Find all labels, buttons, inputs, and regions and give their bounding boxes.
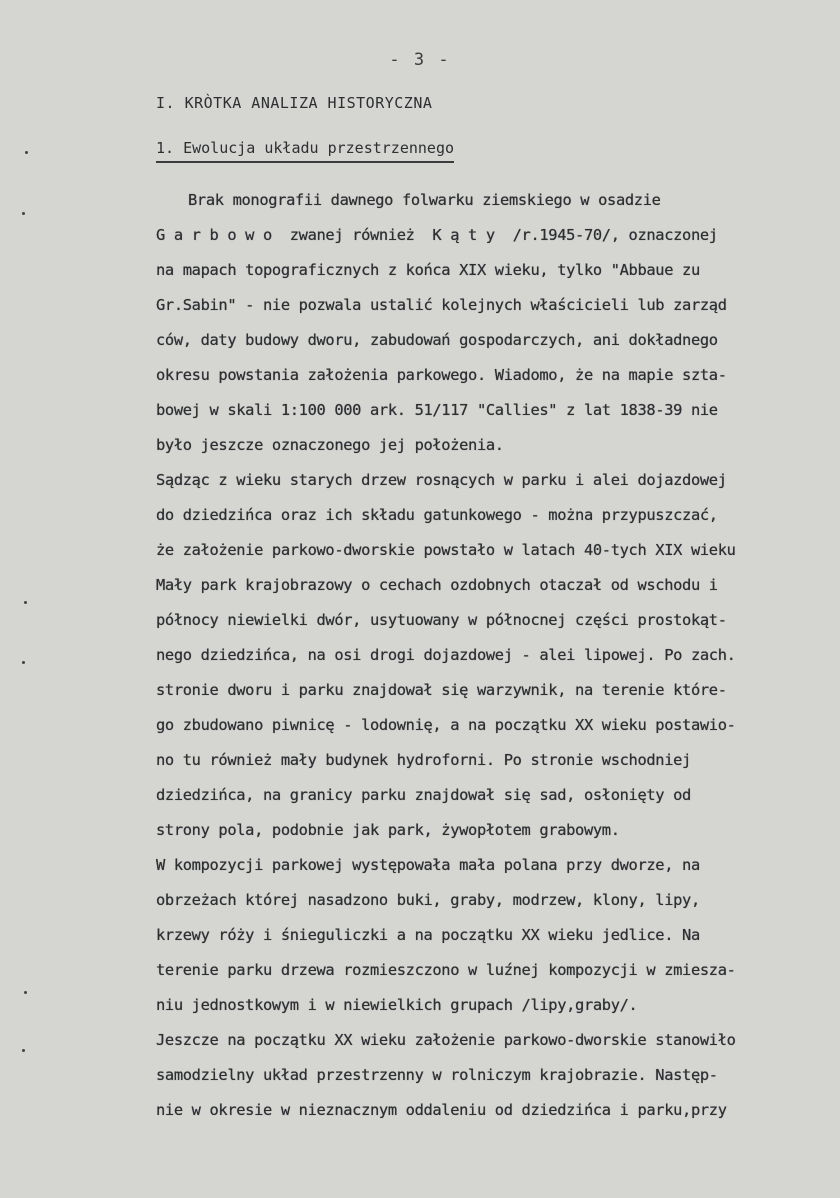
chapter-heading: I. KRÒTKA ANALIZA HISTORYCZNA — [156, 94, 433, 112]
text-line: obrzeżach której nasadzono buki, graby, modrzew, klony, lipy, — [156, 891, 700, 909]
text-line: go zbudowano piwnicę - lodownię, a na początku XX wieku postawio- — [156, 716, 736, 734]
text-line: terenie parku drzewa rozmieszczono w luźnej kompozycji w zmiesza- — [156, 961, 736, 979]
text-line: G a r b o w o zwanej również K ą t y /r.1945-70/, oznaczonej — [156, 226, 718, 244]
section-heading: 1. Ewolucja układu przestrzennego — [156, 139, 454, 163]
scan-speck — [24, 601, 27, 604]
text-line: że założenie parkowo-dworskie powstało w latach 40-tych XIX wieku — [156, 541, 736, 559]
scan-speck — [25, 151, 28, 154]
text-line: do dziedzińca oraz ich składu gatunkowego - można przypuszczać, — [156, 506, 718, 524]
text-line: nie w okresie w nieznacznym oddaleniu od dziedzińca i parku,przy — [156, 1101, 727, 1119]
text-line: północy niewielki dwór, usytuowany w północnej części prostokąt- — [156, 611, 727, 629]
text-line: Sądząc z wieku starych drzew rosnących w parku i alei dojazdowej — [156, 471, 727, 489]
scan-speck — [22, 1049, 25, 1052]
scan-speck — [22, 661, 25, 664]
text-line: strony pola, podobnie jak park, żywopłotem grabowym. — [156, 821, 620, 839]
text-line: ców, daty budowy dworu, zabudowań gospodarczych, ani dokładnego — [156, 331, 718, 349]
text-line: no tu również mały budynek hydroforni. Po stronie wschodniej — [156, 751, 691, 769]
text-line: nego dziedzińca, na osi drogi dojazdowej - alei lipowej. Po zach. — [156, 646, 736, 664]
text-line: samodzielny układ przestrzenny w rolniczym krajobrazie. Następ- — [156, 1066, 718, 1084]
text-line: stronie dworu i parku znajdował się warzywnik, na terenie które- — [156, 681, 727, 699]
text-line: na mapach topograficznych z końca XIX wieku, tylko "Abbaue zu — [156, 261, 700, 279]
text-line: Brak monografii dawnego folwarku ziemskiego w osadzie — [188, 191, 661, 209]
text-line: dziedzińca, na granicy parku znajdował się sad, osłonięty od — [156, 786, 691, 804]
text-line: było jeszcze oznaczonego jej położenia. — [156, 436, 504, 454]
text-line: Gr.Sabin" - nie pozwala ustalić kolejnych właścicieli lub zarząd — [156, 296, 727, 314]
text-line: okresu powstania założenia parkowego. Wiadomo, że na mapie szta- — [156, 366, 727, 384]
text-line: W kompozycji parkowej występowała mała polana przy dworze, na — [156, 856, 700, 874]
page-number: - 3 - — [389, 50, 451, 70]
text-line: krzewy róży i śnieguliczki a na początku XX wieku jedlice. Na — [156, 926, 700, 944]
text-line: niu jednostkowym i w niewielkich grupach /lipy,graby/. — [156, 996, 638, 1014]
scan-speck — [22, 212, 25, 215]
text-line: Jeszcze na początku XX wieku założenie parkowo-dworskie stanowiło — [156, 1031, 736, 1049]
text-line: Mały park krajobrazowy o cechach ozdobnych otaczał od wschodu i — [156, 576, 718, 594]
scan-speck — [24, 991, 27, 994]
text-line: bowej w skali 1:100 000 ark. 51/117 "Callies" z lat 1838-39 nie — [156, 401, 718, 419]
